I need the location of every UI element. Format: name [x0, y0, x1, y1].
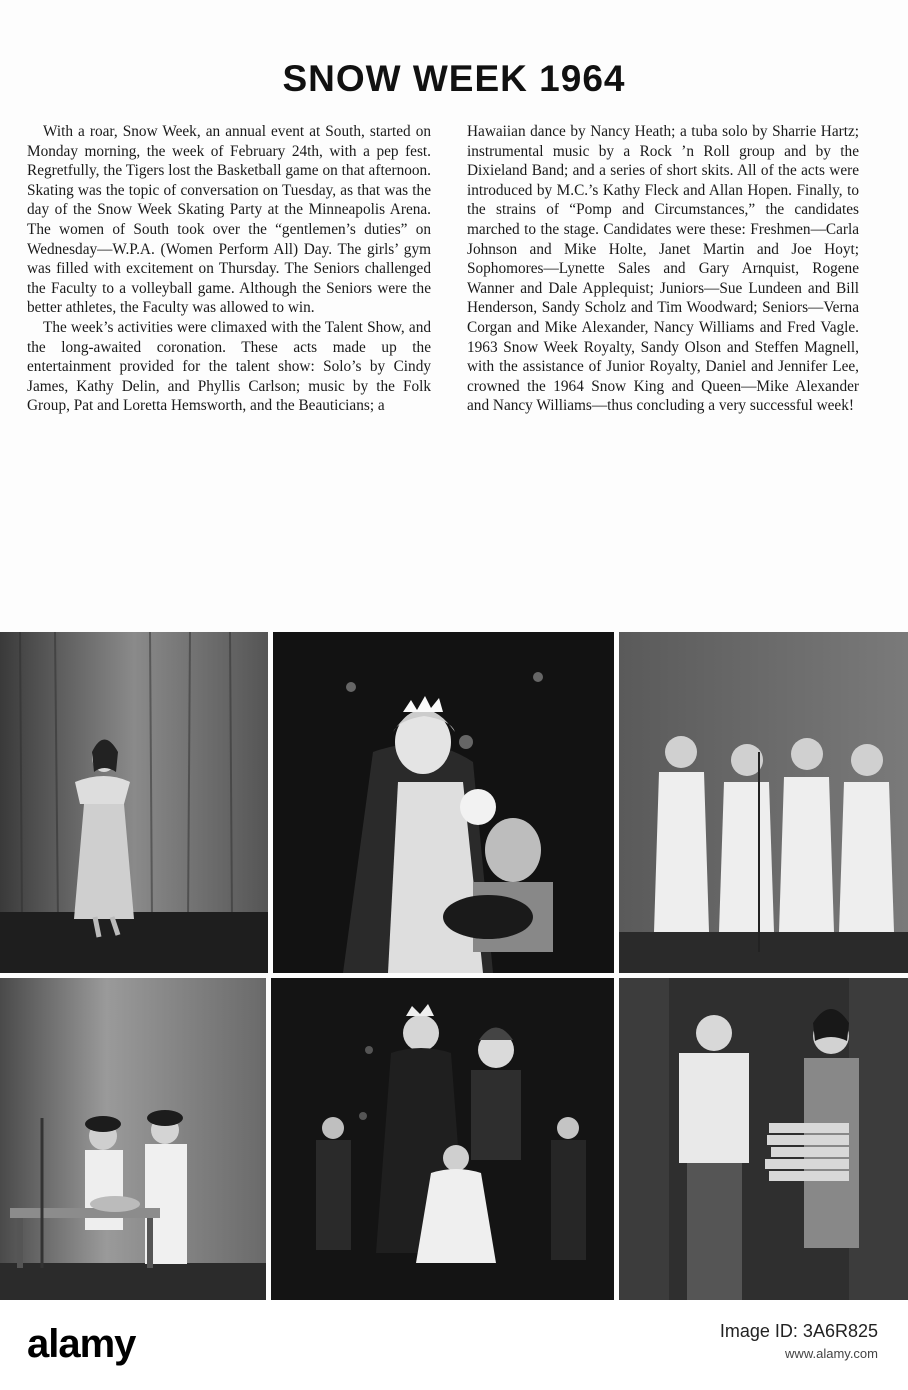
article-column-right — [467, 122, 859, 416]
photo-snow-queen-coronation — [273, 632, 614, 973]
site-url: www.alamy.com — [785, 1346, 878, 1361]
photo-folk-singers — [619, 632, 908, 973]
paragraph-3: Hawaiian dance by Nancy Heath; a tuba solo by Sharrie Hartz; instrumental music by a Rock ’n Roll group and by the Dixieland Band; and a series of short skits. All of the acts were introduced by M.C.’s Kathy Fleck and Allan Hopen. Finally, to the strains of “Pomp and Circumstances,” the candidates marched to the stage. Candidates were these: Freshmen—Carla Johnson and Mike Holte, Janet Martin and Joe Hoyt; Sophomores—Lynette Sales and Gary Arnquist, Rogene Wanner and Dale Applequist; Juniors—Sue Lundeen and Bill Henderson, Sandy Scholz and Tim Woodward; Seniors—Verna Corgan and Mike Alexander, Nancy Williams and Fred Vagle. 1963 Snow Week Royalty, Sandy Olson and Steffen Magnell, with the assistance of Junior Royalty, Daniel and Jennifer Lee, crowned the 1964 Snow King and Queen—Mike Alexander and Nancy Williams—thus concluding a very successful week! — [467, 123, 859, 415]
watermark-info — [720, 1318, 878, 1364]
photo-hawaiian-dancer — [0, 632, 268, 973]
image-id: Image ID: 3A6R825 — [719, 1321, 878, 1341]
photo-carrying-books — [619, 978, 908, 1300]
article-column-left — [27, 122, 431, 416]
page-title: SNOW WEEK 1964 — [282, 58, 626, 99]
paragraph-1: With a roar, Snow Week, an annual event at South, started on Monday morning, the week of February 24th, with a pep fest. Regretfully, the Tigers lost the Basketball game on that afternoon. Skating was the topic of conversation on Tuesday, as that was the day of the Snow Week Skating Party at the Minneapolis Arena. The women of South took over the “gentlemen’s duties” on Wednesday—W.P.A. (Women Perform All) Day. The girls’ gym was filled with excitement on Thursday. The Seniors challenged the Faculty to a volleyball game. Although the Seniors were the better athletes, the Faculty was allowed to win. — [27, 123, 431, 317]
photo-snow-king-coronation — [271, 978, 614, 1300]
alamy-logo: alamy — [27, 1322, 136, 1366]
paragraph-2: The week’s activities were climaxed with the Talent Show, and the long-awaited coronation. These acts made up the entertainment provided for the talent show: Solo’s by Cindy James, Kathy Delin, and Phyllis Carlson; music by the Folk Group, Pat and Loretta Hemsworth, and the Beauticians; a — [27, 318, 431, 415]
photo-cooking-skit — [0, 978, 266, 1300]
